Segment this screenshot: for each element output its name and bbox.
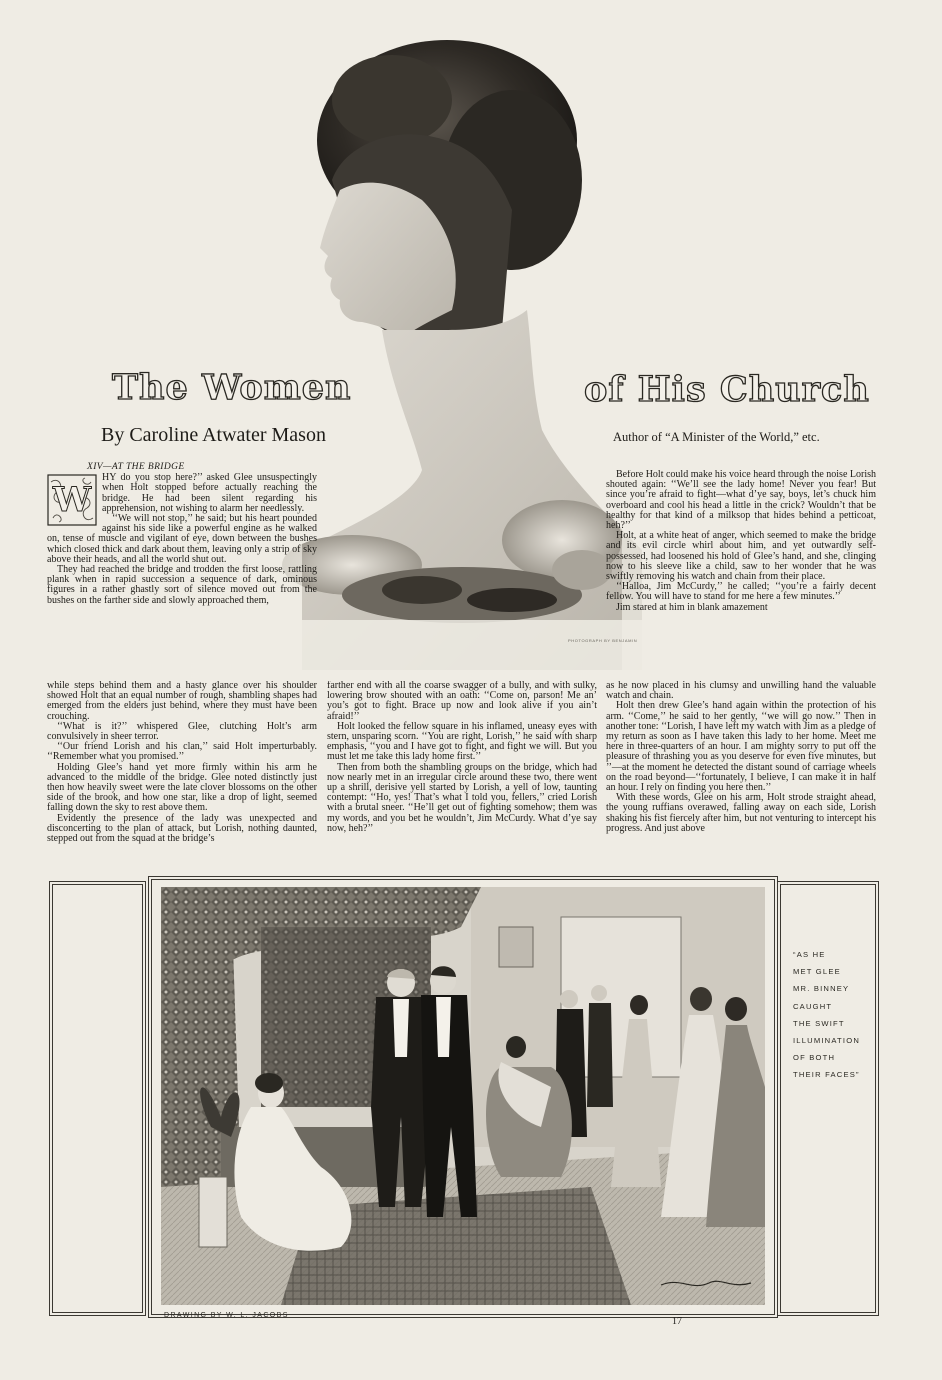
paragraph: ‘‘What is it?’’ whispered Glee, clutching Holt’s arm convulsively in sheer terror. [47,720,317,743]
column-c-bottom [606,681,876,846]
page-number: 17 [672,1316,682,1327]
caption-line: OF BOTH [793,1053,836,1063]
column-c-top [606,470,876,676]
paragraph: as he now placed in his clumsy and unwilling hand the valuable watch and chain. [606,681,876,702]
caption-line: THE SWIFT [793,1018,845,1028]
paragraph: Then from both the shambling groups on the bridge, which had now nearly met in an irregular circle around these two, there went up a shrill, derisive yell started by Lorish, a yell of low, taunting contempt: ‘‘Ho, yes! That’s what I told you, fellers,’’ cried Lorish with a brutal sneer. ‘‘He’ll get out of fighting somehow; them was my words, and you bet he wouldn’t, Jim McCurdy. What d’ye say now, heh?’’ [327,761,597,834]
article-title-left: The Women [112,367,352,408]
caption-line: MET GLEE [793,967,841,977]
caption-line: “AS HE [793,950,826,959]
section-heading: XIV—AT THE BRIDGE [87,462,185,472]
caption-line: CAUGHT [793,1001,833,1011]
paragraph: Holt, at a white heat of anger, which seemed to make the bridge and its evil circle whirl about him, and yet outwardly self-possessed, had loosened his hold of Glee’s hand, and she, clinging now to his sleeve like a child, saw to her wonder that he was swiftly removing his watch and chain from their place. [606,530,876,583]
portrait-photograph [262,30,662,670]
byline: By Caroline Atwater Mason [101,424,326,446]
photo-credit: PHOTOGRAPH BY BENJAMIN [568,638,638,643]
paragraph: Holding Glee’s hand yet more firmly within his arm he advanced to the middle of the bridge. Glee noted distinctly just then how heavily sweet were the late clover blossoms on the other side of the brook, and how one star, like a drop of light, seemed falling down the sky to rest above them. [47,761,317,814]
drawing-credit: DRAWING BY W. L. JACOBS [164,1312,289,1319]
caption-line: ILLUMINATION [793,1036,860,1046]
paragraph: Jim stared at him in blank amazement [616,601,768,613]
caption-line: THEIR FACES” [793,1070,860,1080]
paragraph: Holt then drew Glee’s hand again within the protection of his arm. ‘‘Come,’’ he said to her gently, ‘‘we will go now.’’ Then in another tone: ‘‘Lorish, I have left my watch with Jim as a pledge of my return as soon as I have taken this lady to her home. Meet me here in three-quarters of an hour. I am mighty sorry to put off the pleasure of thrashing you as you deserve for even five minutes, but ’’—at the moment he detected the distant sound of carriage wheels on the road beyond—‘‘fortunately, I believe, I can make it in half an hour. I rely on finding you here then.’’ [606,700,876,794]
paragraph: HY do you stop here?’’ asked Glee unsuspectingly when Holt stopped before actually reaching the bridge. He had been silent regarding his apprehension, not wishing to alarm her needlessly. [102,472,317,514]
illustration-caption [793,946,871,1084]
caption-line: MR. BINNEY [793,984,850,994]
paragraph: With these words, Glee on his arm, Holt strode straight ahead, the young ruffians overawed, falling away on each side, Lorish shaking his fist fiercely after him, but not venturing to intercept his progress. And just above [606,792,876,834]
paragraph: while steps behind them and a hasty glance over his shoulder showed Holt that an equal number of rough, shambling shapes had emerged from the elders just behind, where they must have been crouching. [47,681,317,722]
paragraph: farther end with all the coarse swagger of a bully, and with sulky, lowering brow shouted with an oath: ‘‘Come on, parson! Me an’ you’s got to fight. Brace up now and look alive if you ain’t afraid!’’ [327,681,597,722]
paragraph: Evidently the presence of the lady was unexpected and disconcerting to the plan of attack, but Lorish, nothing daunted, stepped out from the squad at the bridge’s [47,812,317,845]
ballroom-illustration [161,887,765,1305]
article-title-right: of His Church [584,369,870,410]
left-border-panel [52,884,143,1313]
paragraph: They had reached the bridge and trodden the first loose, rattling plank when in rapid succession a sequence of dark, ominous figures in a rather ghastly sort of silence moved out from the bushes on the farther side and slowly approached them, [47,564,317,606]
column-a-bottom [47,681,317,846]
drop-cap-letter: W [52,480,92,521]
paragraph: ‘‘Halloa, Jim McCurdy,’’ he called; ‘‘you’re a fairly decent fellow. You will have to stand for me here a few minutes.’’ [606,581,876,603]
paragraph: Before Holt could make his voice heard through the noise Lorish shouted again: ‘‘We’ll see the lady home! Never you fear! But since you’re afraid to fight—what d’ye say, boys, let’s chuck him overboard and cool his head a little in the crick? Wouldn’t that be healthy for that kind of a milksop that hides behind a petticoat, heh?’’ [606,470,876,532]
author-note: Author of “A Minister of the World,” etc. [613,430,820,444]
paragraph: ‘‘We will not stop,’’ he said; but his heart pounded against his side like a powerful engine as he walked on, tense of muscle and vigilant of eye, down between the bushes which closed thick and dark about them, leaving only a strip of sky above their heads, and all the world shut out. [47,513,317,565]
column-a-top [47,462,317,680]
paragraph: Holt looked the fellow square in his inflamed, uneasy eyes with stern, unsparing scorn. ‘‘You are right, Lorish,’’ he said with sharp emphasis, ‘‘you and I have got to fight, and fight we will. But you must let me take this lady home first.’’ [327,720,597,763]
column-b [327,681,597,846]
drop-cap [47,474,97,526]
paragraph: ‘‘Our friend Lorish and his clan,’’ said Holt imperturbably. ‘‘Remember what you promised.’’ [47,741,317,763]
